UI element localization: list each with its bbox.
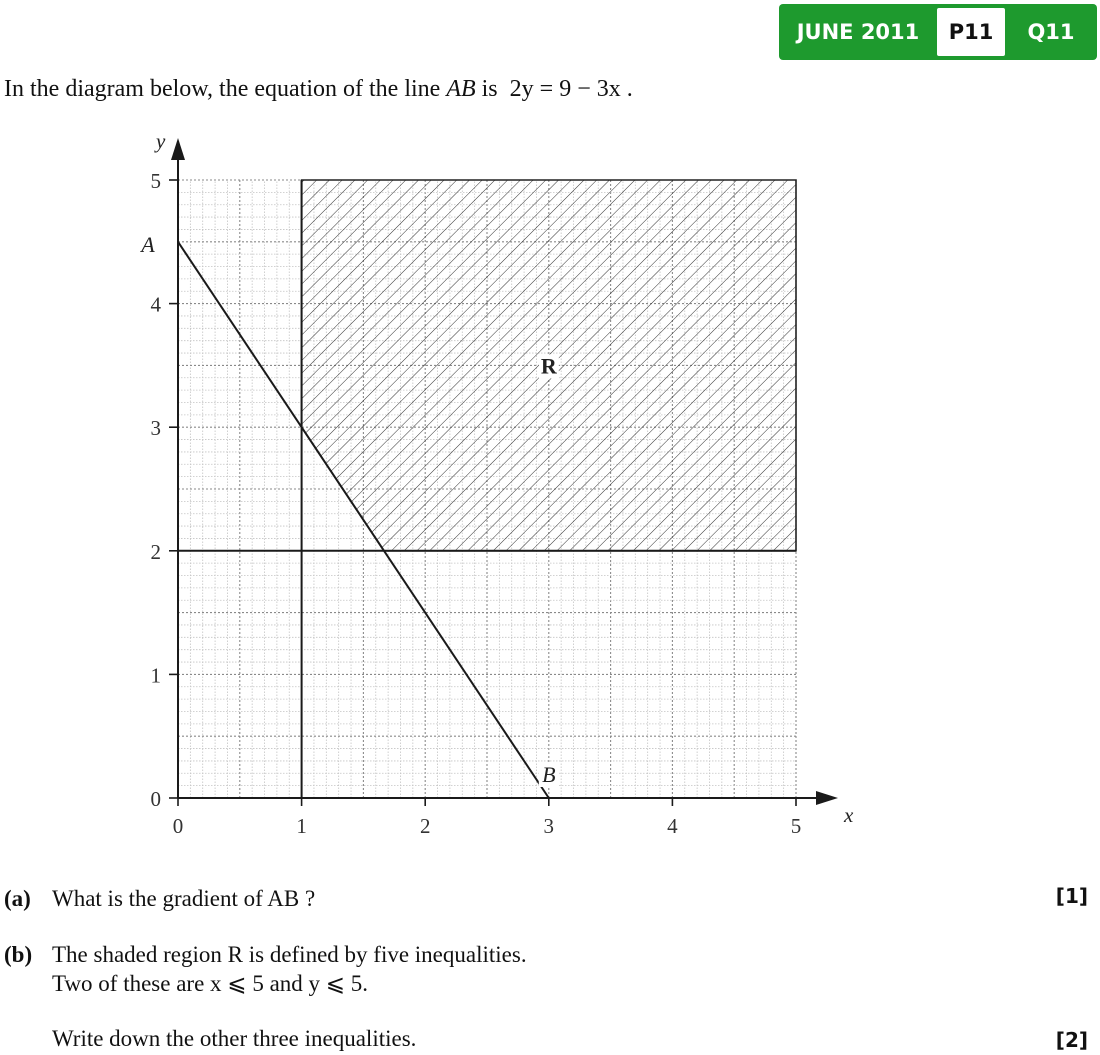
question-a-label: (a) bbox=[4, 886, 31, 911]
point-label-A: A bbox=[141, 231, 155, 257]
question-b-marks: [2] bbox=[1055, 1028, 1088, 1052]
question-b-label: (b) bbox=[4, 942, 33, 967]
question-b-line-2: Two of these are x ⩽ 5 and y ⩽ 5. bbox=[52, 971, 369, 996]
x-tick-label: 4 bbox=[667, 814, 678, 838]
session-label: JUNE 2011 bbox=[796, 20, 920, 44]
question-a-text: What is the gradient of AB ? bbox=[52, 886, 316, 911]
paper-label: P11 bbox=[937, 8, 1005, 56]
point-label-B: B bbox=[542, 762, 556, 787]
intro-lead: In the diagram below, the equation of the line bbox=[4, 76, 447, 102]
x-tick-label: 5 bbox=[790, 814, 802, 838]
question-b-line-1: The shaded region R is defined by five inequalities. bbox=[52, 942, 527, 967]
x-tick-label: 0 bbox=[172, 814, 184, 838]
y-tick-label: 3 bbox=[150, 416, 161, 441]
y-axis-arrow bbox=[171, 138, 185, 160]
question-b-instruction-text: Write down the other three inequalities. bbox=[52, 1026, 417, 1051]
y-tick-label: 1 bbox=[150, 663, 161, 688]
x-tick-label: 1 bbox=[296, 814, 307, 838]
x-tick-label: 3 bbox=[543, 814, 555, 838]
y-tick-label: 5 bbox=[150, 169, 161, 193]
y-tick-label: 2 bbox=[150, 539, 161, 564]
x-tick-label: 2 bbox=[419, 814, 431, 838]
x-axis-arrow bbox=[816, 791, 838, 805]
line-name: AB bbox=[446, 76, 476, 102]
y-axis-label: y bbox=[156, 129, 166, 153]
intro-is: is bbox=[475, 76, 498, 102]
y-tick-label: 4 bbox=[150, 292, 161, 317]
y-tick-label: 0 bbox=[150, 787, 161, 811]
point-label-R: R bbox=[540, 353, 557, 379]
x-axis-label: x bbox=[844, 803, 854, 827]
question-a-marks: [1] bbox=[1055, 884, 1088, 908]
question-number: Q11 bbox=[1027, 20, 1075, 44]
line-equation: 2y = 9 − 3x . bbox=[509, 76, 633, 102]
